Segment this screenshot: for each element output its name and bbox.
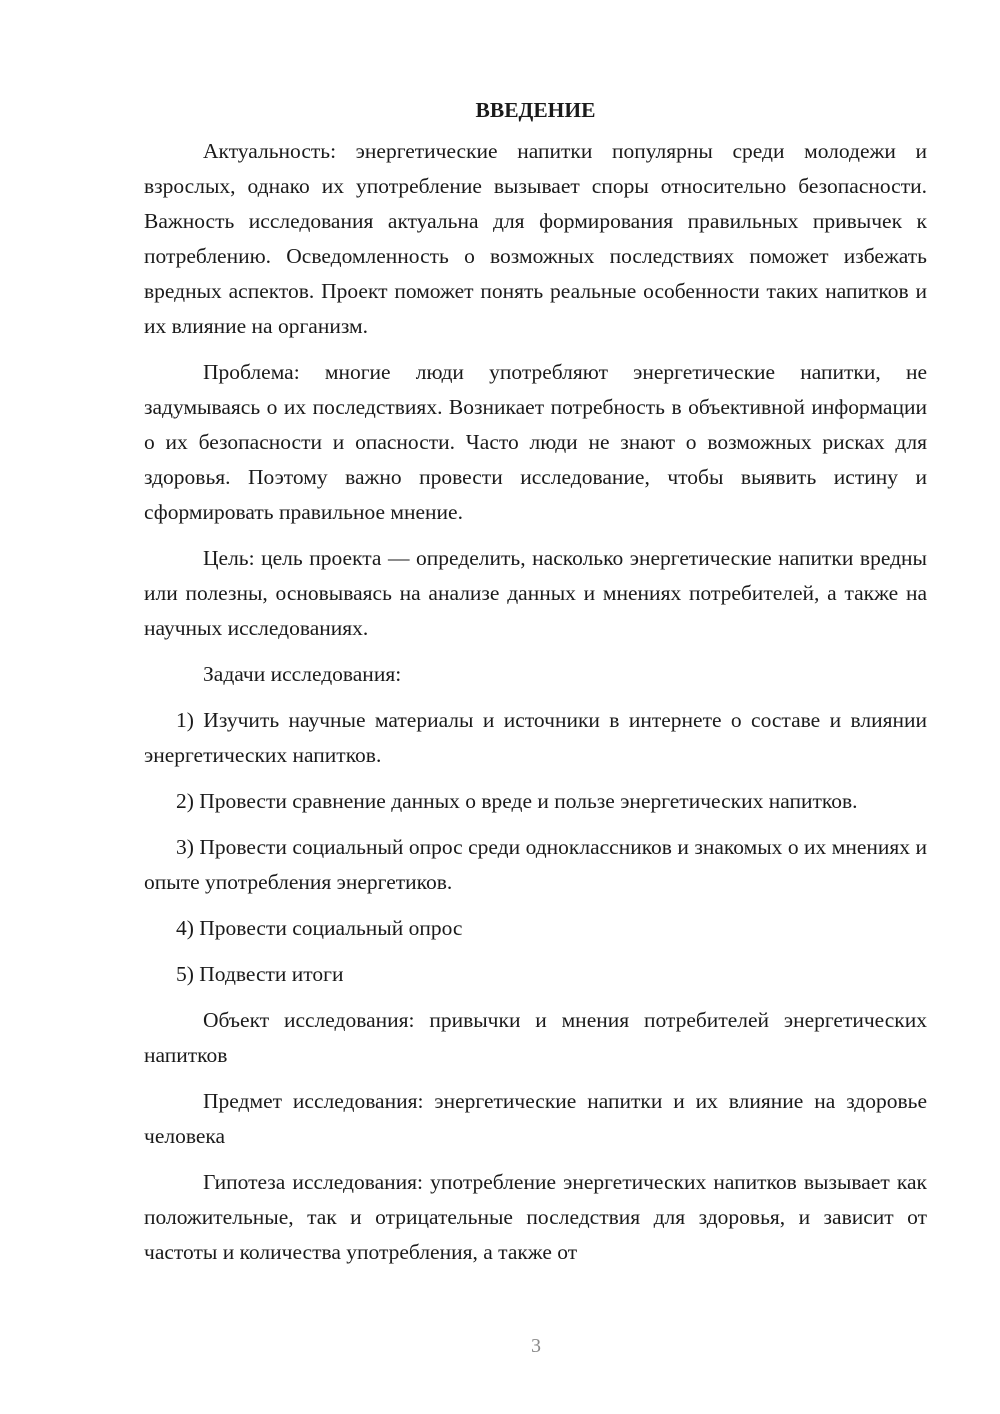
paragraph-relevance: Актуальность: энергетические напитки популярны среди молодежи и взрослых, однако их употребление вызывает споры относительно безопасности. Важность исследования актуальна для формирования правильных привычек к потреблению. Осведомленность о возможных последствиях поможет избежать вредных аспектов. Проект поможет понять реальные особенности таких напитков и их влияние на организм.	[144, 139, 927, 338]
list-item: 1) Изучить научные материалы и источники в интернете о составе и влиянии энергетических напитков.	[144, 708, 927, 767]
paragraph-subject: Предмет исследования: энергетические напитки и их влияние на здоровье человека	[144, 1089, 927, 1148]
list-item: 2) Провести сравнение данных о вреде и пользе энергетических напитков.	[176, 789, 858, 813]
page-title: ВВЕДЕНИЕ	[475, 98, 596, 122]
paragraph-goal: Цель: цель проекта — определить, насколько энергетические напитки вредны или полезны, основываясь на анализе данных и мнениях потребителей, а также на научных исследованиях.	[144, 546, 927, 640]
list-item: 3) Провести социальный опрос среди одноклассников и знакомых о их мнениях и опыте употребления энергетиков.	[144, 835, 927, 894]
paragraph-problem: Проблема: многие люди употребляют энергетические напитки, не задумываясь о их последствиях. Возникает потребность в объективной информации о их безопасности и опасности. Часто люди не знают о возможных рисках для здоровья. Поэтому важно провести исследование, чтобы выявить истину и сформировать правильное мнение.	[144, 360, 927, 524]
list-item: 5) Подвести итоги	[176, 962, 344, 986]
tasks-heading: Задачи исследования:	[203, 662, 402, 686]
list-item: 4) Провести социальный опрос	[176, 916, 463, 940]
paragraph-object: Объект исследования: привычки и мнения потребителей энергетических напитков	[144, 1008, 927, 1067]
paragraph-hypothesis: Гипотеза исследования: употребление энергетических напитков вызывает как положительные, так и отрицательные последствия для здоровья, и зависит от частоты и количества употребления, а также от	[144, 1170, 927, 1264]
document-body	[144, 92, 927, 1281]
page-number: 3	[531, 1335, 541, 1357]
